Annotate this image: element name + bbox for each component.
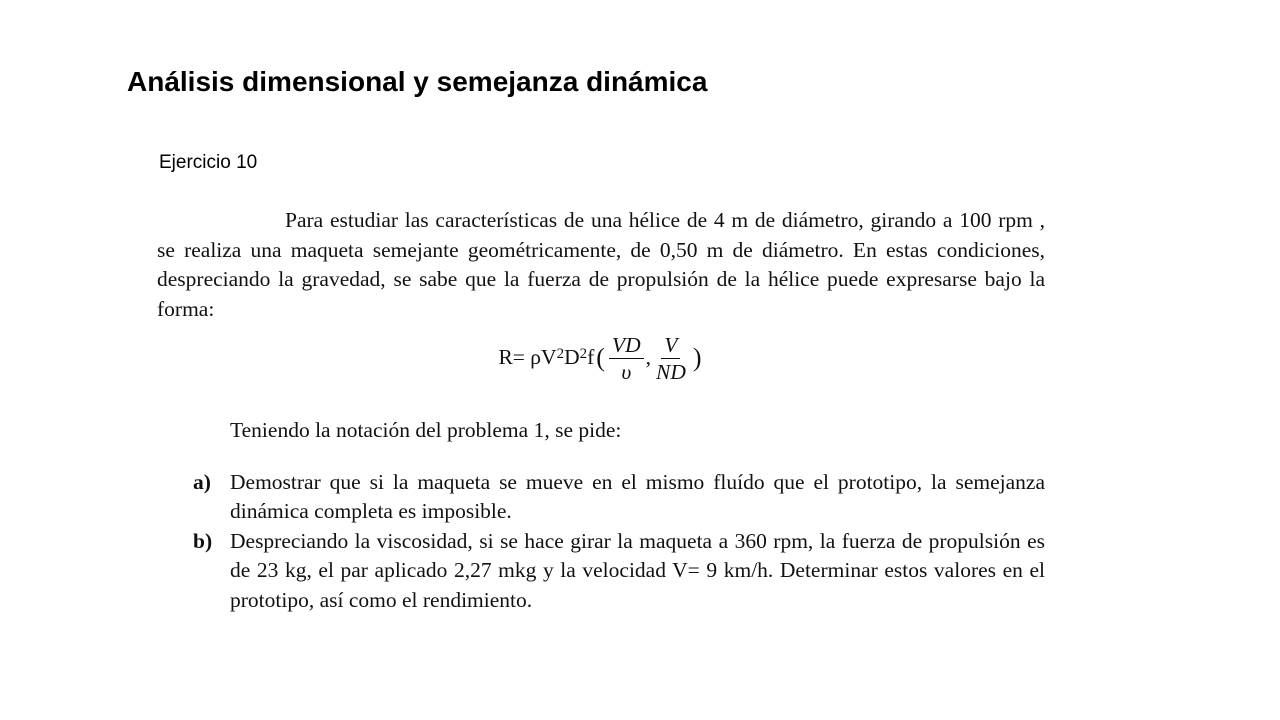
- fraction-denominator: υ: [621, 359, 632, 384]
- formula-lhs: R= ρV: [498, 345, 557, 370]
- problem-item-a: [193, 468, 1045, 527]
- fraction-numerator: V: [661, 332, 680, 359]
- exercise-label: Ejercicio 10: [159, 152, 258, 173]
- problem-statement: [157, 206, 1045, 615]
- item-text: Demostrar que si la maqueta se mueve en el mismo fluído que el prototipo, la semejanza dinámica completa es imposible.: [230, 469, 1045, 523]
- propulsion-formula: [157, 328, 1045, 388]
- formula-exponent-d: 2: [579, 346, 588, 363]
- formula-exponent-v: 2: [556, 346, 565, 363]
- problem-items: [193, 468, 1045, 616]
- slide-title: Análisis dimensional y semejanza dinámica: [127, 66, 708, 97]
- formula-fraction-reynolds: [609, 332, 644, 385]
- problem-intro: Para estudiar las características de una hélice de 4 m de diámetro, girando a 100 rpm , se realiza una maqueta semejante geométricamente, de 0,50 m de diámetro. En estas condiciones, despreciando la gravedad, se sabe que la fuerza de propulsión de la hélice puede expresarse bajo la forma:: [157, 208, 1045, 321]
- fraction-denominator: ND: [655, 359, 686, 384]
- formula-close-paren: ): [692, 343, 702, 373]
- item-marker: b): [193, 528, 213, 553]
- formula-fraction-advance: [653, 332, 689, 385]
- formula-d: D: [564, 345, 580, 370]
- item-marker: a): [193, 469, 211, 494]
- fraction-numerator: VD: [609, 332, 644, 359]
- formula-open-paren: (: [596, 343, 605, 373]
- problem-item-b: [193, 527, 1045, 616]
- formula-function: f: [587, 345, 595, 370]
- problem-request: Teniendo la notación del problema 1, se pide:: [230, 418, 622, 442]
- formula-comma: ,: [645, 345, 651, 370]
- item-text: Despreciando la viscosidad, si se hace girar la maqueta a 360 rpm, la fuerza de propulsión es de 23 kg, el par aplicado 2,27 mkg y la velocidad V= 9 km/h. Determinar estos valores en el prototipo, así como el rendimiento.: [230, 528, 1045, 612]
